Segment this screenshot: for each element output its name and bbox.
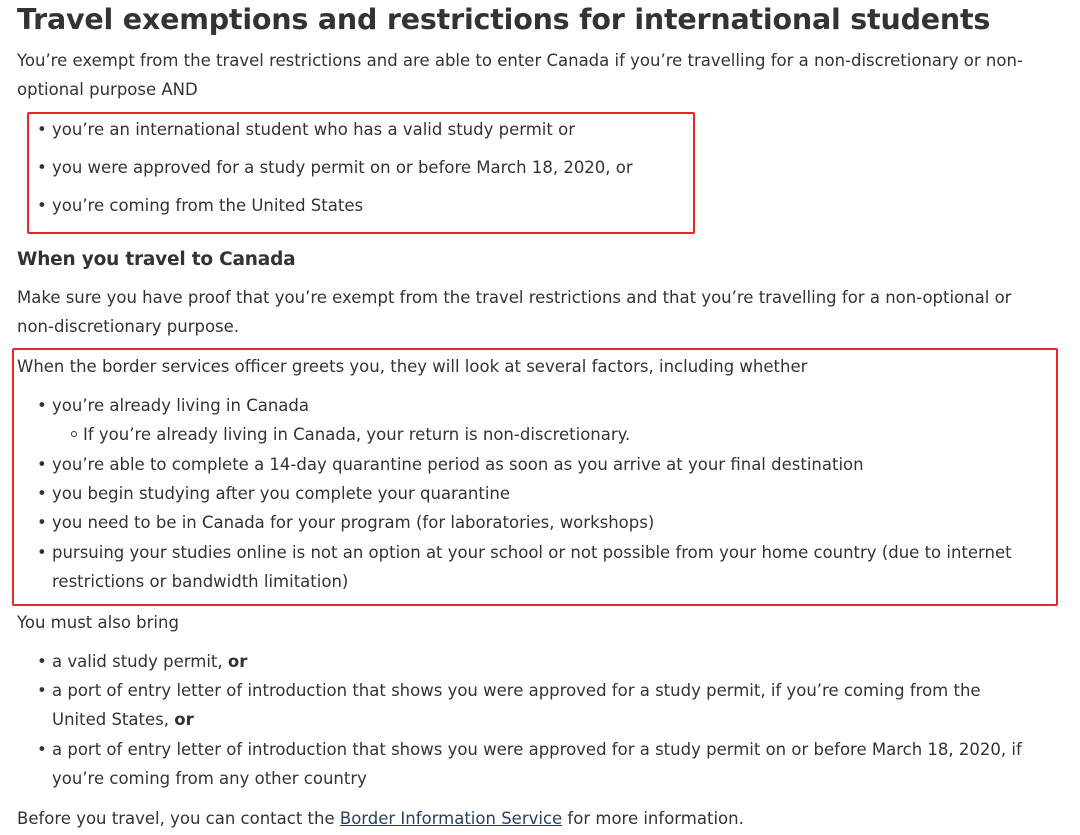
bring-intro-paragraph: You must also bring xyxy=(17,613,179,632)
bullet: • xyxy=(37,652,47,671)
list-item xyxy=(37,676,1037,734)
footer-text-after: for more information. xyxy=(562,809,744,828)
bullet: • xyxy=(37,120,47,139)
bullet: • xyxy=(37,484,47,503)
highlight-box-exempt-conditions xyxy=(27,112,695,234)
list-item-text: you’re already living in Canada xyxy=(52,396,310,415)
bullet: • xyxy=(37,455,47,474)
list-item-text xyxy=(37,735,1037,793)
page-title: Travel exemptions and restrictions for international students xyxy=(17,3,991,36)
list-item-text: you’re coming from the United States xyxy=(52,196,364,215)
bullet: • xyxy=(37,513,47,532)
footer-text-before: Before you travel, you can contact the xyxy=(17,809,340,828)
list-item-text: you’re able to complete a 14-day quarantine period as soon as you arrive at your final destination xyxy=(52,455,864,474)
list-item-body: a port of entry letter of introduction that shows you were approved for a study permit on or before March 18, 2020, if you’re coming from any other country xyxy=(52,740,1022,788)
bullet: • xyxy=(37,740,47,759)
highlight-box-officer-factors xyxy=(12,348,1058,606)
list-item-text xyxy=(37,676,1037,734)
footer-paragraph xyxy=(17,804,1037,833)
list-item-text: you begin studying after you complete your quarantine xyxy=(52,484,511,503)
list-item-body: a port of entry letter of introduction that shows you were approved for a study permit, if you’re coming from the United States, xyxy=(52,681,981,729)
proof-paragraph: Make sure you have proof that you’re exempt from the travel restrictions and that you’re travelling for a non-optional or non-discretionary purpose. xyxy=(17,288,1012,336)
list-item-text: you’re an international student who has a valid study permit or xyxy=(52,120,575,139)
section-heading: When you travel to Canada xyxy=(17,249,296,270)
officer-intro-paragraph: When the border services officer greets you, they will look at several factors, including whether xyxy=(17,357,808,376)
sub-list-item-text: If you’re already living in Canada, your return is non-discretionary. xyxy=(83,425,631,444)
list-item-text: you were approved for a study permit on or before March 18, 2020, or xyxy=(52,158,633,177)
border-information-service-link[interactable]: Border Information Service xyxy=(339,809,563,828)
emphasis-or: or xyxy=(227,652,248,671)
bullet: • xyxy=(37,196,47,215)
emphasis-or: or xyxy=(174,710,194,729)
bullet: • xyxy=(37,681,47,700)
list-item xyxy=(37,735,1037,793)
bullet: • xyxy=(37,396,47,415)
list-item-body: a valid study permit, xyxy=(52,652,228,671)
list-item-text: pursuing your studies online is not an option at your school or not possible from your home country (due to internet restrictions or bandwidth limitation) xyxy=(52,543,1012,591)
bullet: • xyxy=(37,158,47,177)
list-item xyxy=(37,647,1037,676)
list-item-text: you need to be in Canada for your program (for laboratories, workshops) xyxy=(52,513,655,532)
intro-paragraph: You’re exempt from the travel restrictions and are able to enter Canada if you’re travelling for a non-discretionary or non-optional purpose AND xyxy=(17,51,1023,99)
list-item-text xyxy=(37,647,1037,676)
bullet: • xyxy=(37,543,47,562)
